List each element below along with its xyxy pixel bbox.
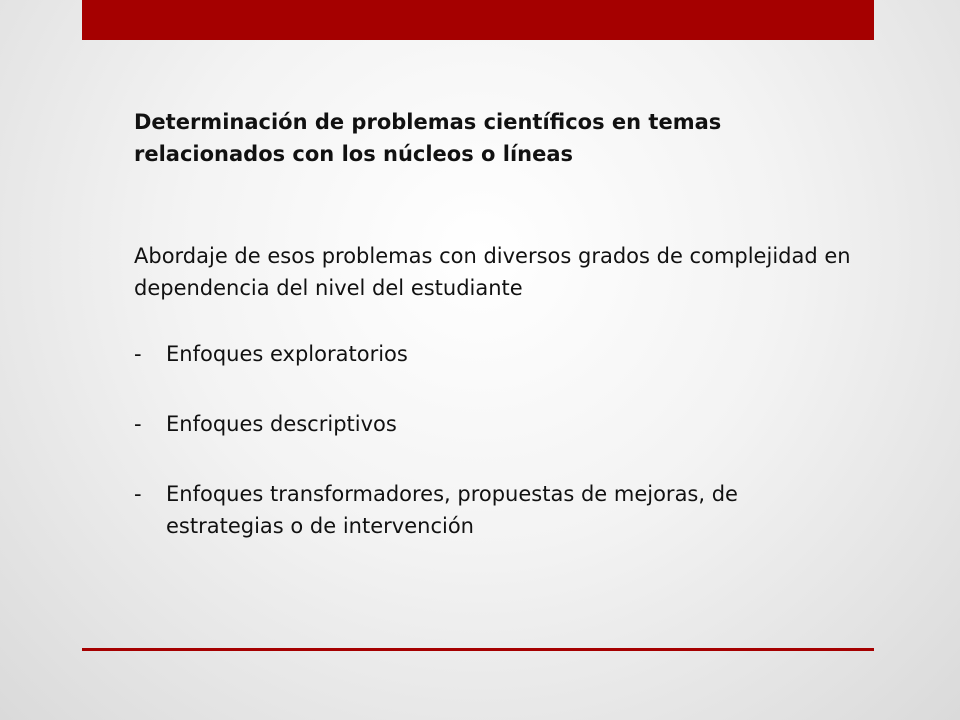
list-item bbox=[134, 478, 854, 542]
list-item bbox=[134, 338, 854, 370]
slide-heading: Determinación de problemas científicos en temas relacionados con los núcleos o líneas bbox=[134, 110, 722, 166]
list-item-text: Enfoques descriptivos bbox=[166, 412, 397, 436]
list-item-text: Enfoques transformadores, propuestas de mejoras, de estrategias o de intervención bbox=[166, 482, 738, 538]
slide-paragraph: Abordaje de esos problemas con diversos grados de complejidad en dependencia del nivel del estudiante bbox=[134, 244, 851, 300]
top-accent-bar bbox=[82, 0, 874, 40]
bullet-dash: - bbox=[134, 342, 142, 366]
approach-list bbox=[134, 338, 854, 542]
slide-content bbox=[134, 106, 854, 580]
bullet-dash: - bbox=[134, 482, 142, 506]
bottom-accent-rule bbox=[82, 648, 874, 651]
bullet-dash: - bbox=[134, 412, 142, 436]
list-item bbox=[134, 408, 854, 440]
list-item-text: Enfoques exploratorios bbox=[166, 342, 408, 366]
